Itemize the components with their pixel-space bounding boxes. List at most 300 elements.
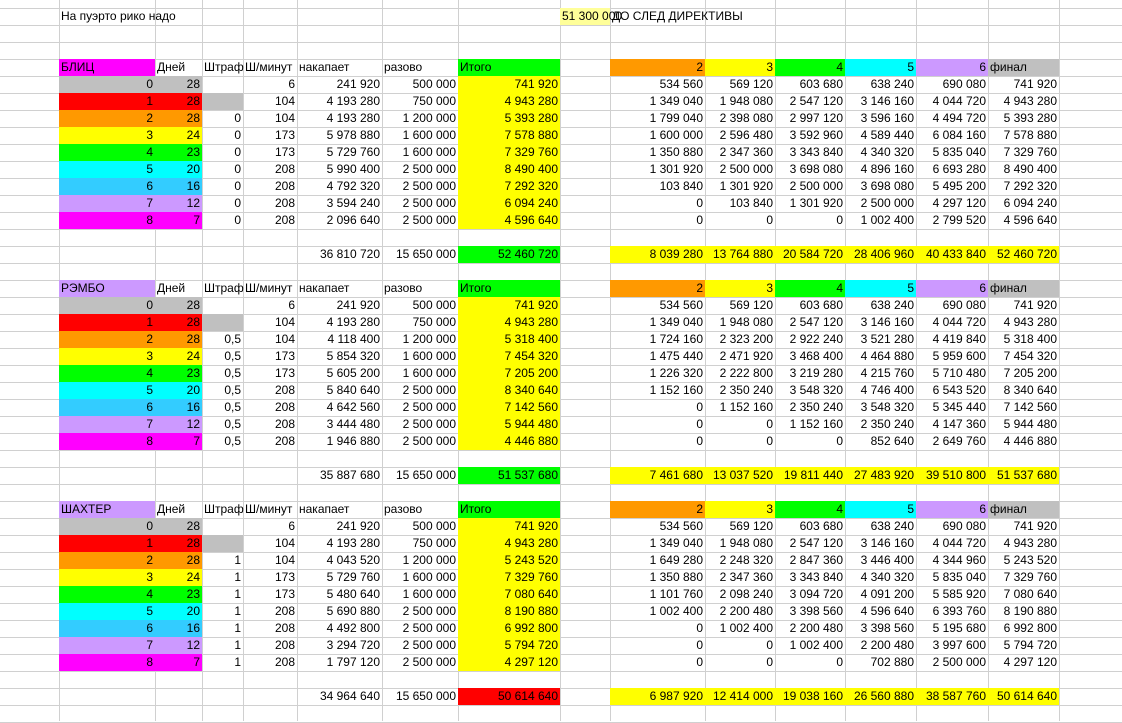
total-cell[interactable]: 5 794 720 (458, 637, 561, 655)
stage-cell[interactable]: 2 547 120 (775, 93, 846, 111)
stage-cell[interactable]: 5 944 480 (988, 416, 1060, 434)
fine-cell[interactable]: 0 (202, 127, 244, 145)
stage-header[interactable]: 5 (845, 59, 917, 77)
stage-cell[interactable]: 2 547 120 (775, 535, 846, 553)
fine-cell[interactable]: 1 (202, 654, 244, 672)
stage-cell[interactable]: 4 044 720 (916, 314, 989, 332)
stage-cell[interactable]: 1 226 320 (610, 365, 706, 383)
once-cell[interactable]: 750 000 (382, 314, 459, 332)
days-cell[interactable]: 23 (155, 144, 203, 162)
spm-cell[interactable]: 208 (243, 416, 298, 434)
accrued-cell[interactable]: 4 193 280 (297, 535, 383, 553)
target-cell[interactable]: 51 300 000 (560, 8, 611, 26)
level-cell[interactable]: 7 (59, 637, 156, 655)
stage-header[interactable]: 6 (916, 501, 989, 519)
once-cell[interactable]: 2 500 000 (382, 433, 459, 451)
days-cell[interactable]: 20 (155, 603, 203, 621)
stage-cell[interactable]: 6 992 800 (988, 620, 1060, 638)
total-cell[interactable]: 7 142 560 (458, 399, 561, 417)
stage-cell[interactable]: 2 248 320 (705, 552, 776, 570)
once-cell[interactable]: 1 600 000 (382, 144, 459, 162)
stage-cell[interactable]: 702 880 (845, 654, 917, 672)
level-cell[interactable]: 0 (59, 297, 156, 315)
stage-cell[interactable]: 2 922 240 (775, 331, 846, 349)
spm-cell[interactable]: 104 (243, 93, 298, 111)
stage-cell[interactable]: 8 190 880 (988, 603, 1060, 621)
section-name[interactable]: РЭМБО (59, 280, 156, 298)
level-cell[interactable]: 5 (59, 161, 156, 179)
stage-cell[interactable]: 5 835 040 (916, 144, 989, 162)
stage-cell[interactable]: 0 (775, 212, 846, 230)
stage-cell[interactable]: 638 240 (845, 297, 917, 315)
spm-cell[interactable]: 208 (243, 195, 298, 213)
accrued-cell[interactable]: 4 043 520 (297, 552, 383, 570)
stage-cell[interactable]: 7 292 320 (988, 178, 1060, 196)
column-header[interactable]: накапает (297, 59, 383, 77)
level-cell[interactable]: 0 (59, 76, 156, 94)
days-cell[interactable]: 7 (155, 654, 203, 672)
total-cell[interactable]: 4 943 280 (458, 535, 561, 553)
spm-cell[interactable]: 208 (243, 399, 298, 417)
stage-cell[interactable]: 0 (705, 654, 776, 672)
stage-cell[interactable]: 4 044 720 (916, 93, 989, 111)
sum-accrued[interactable]: 35 887 680 (297, 467, 383, 485)
stage-cell[interactable]: 0 (610, 620, 706, 638)
total-cell[interactable]: 5 393 280 (458, 110, 561, 128)
accrued-cell[interactable]: 5 990 400 (297, 161, 383, 179)
accrued-cell[interactable]: 4 642 560 (297, 399, 383, 417)
once-cell[interactable]: 2 500 000 (382, 178, 459, 196)
spm-cell[interactable]: 208 (243, 382, 298, 400)
stage-cell[interactable]: 2 500 000 (705, 161, 776, 179)
sum-stage[interactable]: 52 460 720 (988, 246, 1060, 264)
stage-cell[interactable]: 2 547 120 (775, 314, 846, 332)
column-header[interactable]: Дней (155, 280, 203, 298)
stage-cell[interactable]: 2 347 360 (705, 569, 776, 587)
stage-cell[interactable]: 7 329 760 (988, 144, 1060, 162)
level-cell[interactable]: 7 (59, 195, 156, 213)
stage-cell[interactable]: 2 350 240 (845, 416, 917, 434)
stage-header[interactable]: 4 (775, 501, 846, 519)
stage-cell[interactable]: 690 080 (916, 518, 989, 536)
stage-header[interactable]: 2 (610, 59, 706, 77)
total-cell[interactable]: 6 992 800 (458, 620, 561, 638)
spm-cell[interactable]: 208 (243, 212, 298, 230)
total-cell[interactable]: 4 446 880 (458, 433, 561, 451)
accrued-cell[interactable]: 1 946 880 (297, 433, 383, 451)
level-cell[interactable]: 2 (59, 110, 156, 128)
sum-total[interactable]: 51 537 680 (458, 467, 561, 485)
column-header[interactable]: разово (382, 59, 459, 77)
sum-stage[interactable]: 7 461 680 (610, 467, 706, 485)
accrued-cell[interactable]: 3 594 240 (297, 195, 383, 213)
stage-cell[interactable]: 5 710 480 (916, 365, 989, 383)
column-header[interactable]: Ш/минут (243, 501, 298, 519)
once-cell[interactable]: 2 500 000 (382, 416, 459, 434)
days-cell[interactable]: 28 (155, 314, 203, 332)
stage-cell[interactable]: 603 680 (775, 76, 846, 94)
stage-cell[interactable]: 638 240 (845, 518, 917, 536)
stage-cell[interactable]: 3 146 160 (845, 93, 917, 111)
once-cell[interactable]: 1 600 000 (382, 365, 459, 383)
days-cell[interactable]: 28 (155, 518, 203, 536)
total-cell[interactable]: 8 190 880 (458, 603, 561, 621)
spm-cell[interactable]: 208 (243, 178, 298, 196)
once-cell[interactable]: 2 500 000 (382, 212, 459, 230)
total-cell[interactable]: 4 943 280 (458, 314, 561, 332)
stage-cell[interactable]: 0 (705, 637, 776, 655)
once-cell[interactable]: 1 200 000 (382, 552, 459, 570)
stage-cell[interactable]: 0 (610, 416, 706, 434)
stage-cell[interactable]: 4 596 640 (845, 603, 917, 621)
stage-cell[interactable]: 1 301 920 (775, 195, 846, 213)
accrued-cell[interactable]: 4 492 800 (297, 620, 383, 638)
accrued-cell[interactable]: 5 840 640 (297, 382, 383, 400)
stage-cell[interactable]: 4 494 720 (916, 110, 989, 128)
top-label[interactable]: На пуэрто рико надо (59, 8, 203, 26)
total-cell[interactable]: 5 318 400 (458, 331, 561, 349)
column-header[interactable]: разово (382, 501, 459, 519)
stage-cell[interactable]: 603 680 (775, 297, 846, 315)
total-cell[interactable]: 4 297 120 (458, 654, 561, 672)
stage-cell[interactable]: 1 350 880 (610, 569, 706, 587)
stage-cell[interactable]: 0 (610, 399, 706, 417)
level-cell[interactable]: 8 (59, 212, 156, 230)
stage-cell[interactable]: 2 500 000 (845, 195, 917, 213)
stage-header[interactable]: 3 (705, 59, 776, 77)
stage-header[interactable]: 6 (916, 280, 989, 298)
stage-cell[interactable]: 3 548 320 (775, 382, 846, 400)
spm-cell[interactable]: 208 (243, 603, 298, 621)
accrued-cell[interactable]: 5 690 880 (297, 603, 383, 621)
days-cell[interactable]: 16 (155, 178, 203, 196)
spm-cell[interactable]: 6 (243, 297, 298, 315)
column-header[interactable]: Итого (458, 501, 561, 519)
stage-cell[interactable]: 1 349 040 (610, 535, 706, 553)
accrued-cell[interactable]: 1 797 120 (297, 654, 383, 672)
days-cell[interactable]: 28 (155, 76, 203, 94)
once-cell[interactable]: 2 500 000 (382, 637, 459, 655)
sum-total[interactable]: 52 460 720 (458, 246, 561, 264)
stage-cell[interactable]: 3 521 280 (845, 331, 917, 349)
level-cell[interactable]: 4 (59, 144, 156, 162)
column-header[interactable]: разово (382, 280, 459, 298)
days-cell[interactable]: 28 (155, 297, 203, 315)
fine-cell[interactable]: 1 (202, 620, 244, 638)
stage-cell[interactable]: 3 398 560 (775, 603, 846, 621)
sum-stage[interactable]: 50 614 640 (988, 688, 1060, 706)
stage-cell[interactable]: 4 215 760 (845, 365, 917, 383)
stage-cell[interactable]: 1 649 280 (610, 552, 706, 570)
stage-cell[interactable]: 569 120 (705, 297, 776, 315)
stage-cell[interactable]: 2 200 480 (775, 620, 846, 638)
spm-cell[interactable]: 173 (243, 586, 298, 604)
stage-cell[interactable]: 4 596 640 (988, 212, 1060, 230)
level-cell[interactable]: 6 (59, 399, 156, 417)
stage-cell[interactable]: 5 794 720 (988, 637, 1060, 655)
stage-cell[interactable]: 741 920 (988, 76, 1060, 94)
once-cell[interactable]: 2 500 000 (382, 654, 459, 672)
days-cell[interactable]: 7 (155, 433, 203, 451)
stage-cell[interactable]: 690 080 (916, 76, 989, 94)
level-cell[interactable]: 8 (59, 654, 156, 672)
fine-cell[interactable]: 1 (202, 603, 244, 621)
level-cell[interactable]: 1 (59, 314, 156, 332)
fine-cell[interactable]: 0,5 (202, 433, 244, 451)
stage-cell[interactable]: 1 002 400 (610, 603, 706, 621)
stage-cell[interactable]: 0 (705, 416, 776, 434)
days-cell[interactable]: 7 (155, 212, 203, 230)
stage-cell[interactable]: 4 340 320 (845, 569, 917, 587)
stage-cell[interactable]: 5 495 200 (916, 178, 989, 196)
stage-cell[interactable]: 0 (610, 195, 706, 213)
stage-header[interactable]: 6 (916, 59, 989, 77)
days-cell[interactable]: 28 (155, 93, 203, 111)
stage-cell[interactable]: 0 (705, 433, 776, 451)
stage-cell[interactable]: 2 200 480 (705, 603, 776, 621)
stage-cell[interactable]: 8 490 400 (988, 161, 1060, 179)
column-header[interactable]: Ш/минут (243, 59, 298, 77)
spm-cell[interactable]: 104 (243, 331, 298, 349)
total-cell[interactable]: 7 454 320 (458, 348, 561, 366)
total-cell[interactable]: 7 578 880 (458, 127, 561, 145)
spm-cell[interactable]: 208 (243, 433, 298, 451)
stage-cell[interactable]: 0 (610, 637, 706, 655)
stage-cell[interactable]: 3 596 160 (845, 110, 917, 128)
fine-cell[interactable]: 0 (202, 178, 244, 196)
sum-stage[interactable]: 38 587 760 (916, 688, 989, 706)
stage-cell[interactable]: 2 500 000 (916, 654, 989, 672)
accrued-cell[interactable]: 3 444 480 (297, 416, 383, 434)
sum-stage[interactable]: 51 537 680 (988, 467, 1060, 485)
stage-header[interactable]: 5 (845, 501, 917, 519)
once-cell[interactable]: 500 000 (382, 518, 459, 536)
stage-cell[interactable]: 6 084 160 (916, 127, 989, 145)
stage-cell[interactable]: 690 080 (916, 297, 989, 315)
stage-header[interactable]: финал (988, 280, 1060, 298)
stage-cell[interactable]: 1 350 880 (610, 144, 706, 162)
stage-cell[interactable]: 1 002 400 (845, 212, 917, 230)
stage-cell[interactable]: 0 (775, 433, 846, 451)
spm-cell[interactable]: 6 (243, 76, 298, 94)
once-cell[interactable]: 500 000 (382, 297, 459, 315)
column-header[interactable]: Штраф (202, 501, 244, 519)
total-cell[interactable]: 7 292 320 (458, 178, 561, 196)
stage-cell[interactable]: 1 475 440 (610, 348, 706, 366)
stage-cell[interactable]: 534 560 (610, 518, 706, 536)
spm-cell[interactable]: 173 (243, 348, 298, 366)
stage-cell[interactable]: 534 560 (610, 297, 706, 315)
stage-cell[interactable]: 1 152 160 (705, 399, 776, 417)
stage-cell[interactable]: 4 746 400 (845, 382, 917, 400)
stage-cell[interactable]: 3 398 560 (845, 620, 917, 638)
fine-cell[interactable] (202, 76, 244, 94)
fine-cell[interactable]: 0,5 (202, 399, 244, 417)
stage-cell[interactable]: 103 840 (705, 195, 776, 213)
stage-cell[interactable]: 1 948 080 (705, 314, 776, 332)
stage-cell[interactable]: 741 920 (988, 297, 1060, 315)
stage-cell[interactable]: 2 098 240 (705, 586, 776, 604)
stage-cell[interactable]: 2 222 800 (705, 365, 776, 383)
accrued-cell[interactable]: 4 193 280 (297, 314, 383, 332)
stage-cell[interactable]: 6 393 760 (916, 603, 989, 621)
stage-cell[interactable]: 3 219 280 (775, 365, 846, 383)
level-cell[interactable]: 6 (59, 620, 156, 638)
stage-cell[interactable]: 0 (610, 654, 706, 672)
days-cell[interactable]: 20 (155, 382, 203, 400)
stage-cell[interactable]: 5 959 600 (916, 348, 989, 366)
sum-stage[interactable]: 27 483 920 (845, 467, 917, 485)
once-cell[interactable]: 2 500 000 (382, 161, 459, 179)
stage-cell[interactable]: 3 997 600 (916, 637, 989, 655)
fine-cell[interactable] (202, 314, 244, 332)
once-cell[interactable]: 2 500 000 (382, 399, 459, 417)
stage-cell[interactable]: 6 094 240 (988, 195, 1060, 213)
spm-cell[interactable]: 173 (243, 144, 298, 162)
sum-stage[interactable]: 13 037 520 (705, 467, 776, 485)
stage-cell[interactable]: 2 596 480 (705, 127, 776, 145)
stage-header[interactable]: финал (988, 59, 1060, 77)
stage-cell[interactable]: 2 500 000 (775, 178, 846, 196)
column-header[interactable]: накапает (297, 501, 383, 519)
sum-stage[interactable]: 40 433 840 (916, 246, 989, 264)
fine-cell[interactable]: 0,5 (202, 348, 244, 366)
sum-stage[interactable]: 28 406 960 (845, 246, 917, 264)
stage-cell[interactable]: 1 948 080 (705, 535, 776, 553)
days-cell[interactable]: 16 (155, 620, 203, 638)
stage-cell[interactable]: 3 343 840 (775, 569, 846, 587)
stage-cell[interactable]: 6 693 280 (916, 161, 989, 179)
level-cell[interactable]: 1 (59, 535, 156, 553)
column-header[interactable]: Итого (458, 59, 561, 77)
accrued-cell[interactable]: 5 480 640 (297, 586, 383, 604)
column-header[interactable]: Итого (458, 280, 561, 298)
column-header[interactable]: Ш/минут (243, 280, 298, 298)
stage-cell[interactable]: 4 297 120 (988, 654, 1060, 672)
level-cell[interactable]: 7 (59, 416, 156, 434)
days-cell[interactable]: 23 (155, 586, 203, 604)
once-cell[interactable]: 750 000 (382, 535, 459, 553)
fine-cell[interactable]: 1 (202, 637, 244, 655)
fine-cell[interactable] (202, 93, 244, 111)
column-header[interactable]: накапает (297, 280, 383, 298)
stage-cell[interactable]: 603 680 (775, 518, 846, 536)
stage-cell[interactable]: 4 091 200 (845, 586, 917, 604)
stage-cell[interactable]: 4 340 320 (845, 144, 917, 162)
stage-cell[interactable]: 1 301 920 (610, 161, 706, 179)
once-cell[interactable]: 2 500 000 (382, 195, 459, 213)
stage-header[interactable]: 2 (610, 280, 706, 298)
total-cell[interactable]: 4 596 640 (458, 212, 561, 230)
spm-cell[interactable]: 104 (243, 110, 298, 128)
stage-cell[interactable]: 3 146 160 (845, 314, 917, 332)
accrued-cell[interactable]: 4 118 400 (297, 331, 383, 349)
stage-cell[interactable]: 5 393 280 (988, 110, 1060, 128)
stage-cell[interactable]: 741 920 (988, 518, 1060, 536)
stage-cell[interactable]: 3 343 840 (775, 144, 846, 162)
accrued-cell[interactable]: 241 920 (297, 518, 383, 536)
section-name[interactable]: ШАХТЕР (59, 501, 156, 519)
stage-cell[interactable]: 103 840 (610, 178, 706, 196)
level-cell[interactable]: 2 (59, 331, 156, 349)
stage-header[interactable]: 4 (775, 280, 846, 298)
fine-cell[interactable]: 0,5 (202, 416, 244, 434)
fine-cell[interactable] (202, 297, 244, 315)
sum-stage[interactable]: 20 584 720 (775, 246, 846, 264)
days-cell[interactable]: 12 (155, 195, 203, 213)
total-cell[interactable]: 741 920 (458, 518, 561, 536)
stage-cell[interactable]: 0 (610, 212, 706, 230)
stage-header[interactable]: 3 (705, 501, 776, 519)
stage-cell[interactable]: 569 120 (705, 76, 776, 94)
spm-cell[interactable]: 6 (243, 518, 298, 536)
once-cell[interactable]: 1 200 000 (382, 331, 459, 349)
accrued-cell[interactable]: 3 294 720 (297, 637, 383, 655)
fine-cell[interactable]: 0,5 (202, 382, 244, 400)
stage-cell[interactable]: 3 698 080 (775, 161, 846, 179)
once-cell[interactable]: 1 600 000 (382, 348, 459, 366)
stage-cell[interactable]: 0 (705, 212, 776, 230)
total-cell[interactable]: 5 243 520 (458, 552, 561, 570)
spm-cell[interactable]: 208 (243, 620, 298, 638)
sum-stage[interactable]: 6 987 920 (610, 688, 706, 706)
level-cell[interactable]: 5 (59, 603, 156, 621)
stage-cell[interactable]: 4 943 280 (988, 535, 1060, 553)
level-cell[interactable]: 8 (59, 433, 156, 451)
stage-cell[interactable]: 5 243 520 (988, 552, 1060, 570)
fine-cell[interactable]: 0 (202, 195, 244, 213)
days-cell[interactable]: 28 (155, 110, 203, 128)
days-cell[interactable]: 28 (155, 535, 203, 553)
sum-stage[interactable]: 19 811 440 (775, 467, 846, 485)
stage-cell[interactable]: 7 205 200 (988, 365, 1060, 383)
stage-cell[interactable]: 2 398 080 (705, 110, 776, 128)
sum-stage[interactable]: 13 764 880 (705, 246, 776, 264)
stage-cell[interactable]: 4 896 160 (845, 161, 917, 179)
stage-header[interactable]: финал (988, 501, 1060, 519)
stage-cell[interactable]: 2 997 120 (775, 110, 846, 128)
stage-header[interactable]: 2 (610, 501, 706, 519)
stage-cell[interactable]: 2 347 360 (705, 144, 776, 162)
stage-cell[interactable]: 3 446 400 (845, 552, 917, 570)
stage-cell[interactable]: 4 446 880 (988, 433, 1060, 451)
fine-cell[interactable] (202, 518, 244, 536)
sum-stage[interactable]: 39 510 800 (916, 467, 989, 485)
level-cell[interactable]: 3 (59, 348, 156, 366)
total-cell[interactable]: 7 329 760 (458, 144, 561, 162)
fine-cell[interactable] (202, 535, 244, 553)
fine-cell[interactable]: 1 (202, 552, 244, 570)
once-cell[interactable]: 2 500 000 (382, 603, 459, 621)
days-cell[interactable]: 12 (155, 637, 203, 655)
once-cell[interactable]: 1 200 000 (382, 110, 459, 128)
stage-cell[interactable]: 4 943 280 (988, 93, 1060, 111)
total-cell[interactable]: 7 080 640 (458, 586, 561, 604)
stage-cell[interactable]: 1 301 920 (705, 178, 776, 196)
section-name[interactable]: БЛИЦ (59, 59, 156, 77)
stage-cell[interactable]: 4 943 280 (988, 314, 1060, 332)
stage-cell[interactable]: 2 471 920 (705, 348, 776, 366)
days-cell[interactable]: 12 (155, 416, 203, 434)
fine-cell[interactable]: 0 (202, 144, 244, 162)
days-cell[interactable]: 28 (155, 552, 203, 570)
stage-header[interactable]: 5 (845, 280, 917, 298)
days-cell[interactable]: 23 (155, 365, 203, 383)
accrued-cell[interactable]: 5 605 200 (297, 365, 383, 383)
total-cell[interactable]: 741 920 (458, 297, 561, 315)
stage-header[interactable]: 3 (705, 280, 776, 298)
once-cell[interactable]: 750 000 (382, 93, 459, 111)
